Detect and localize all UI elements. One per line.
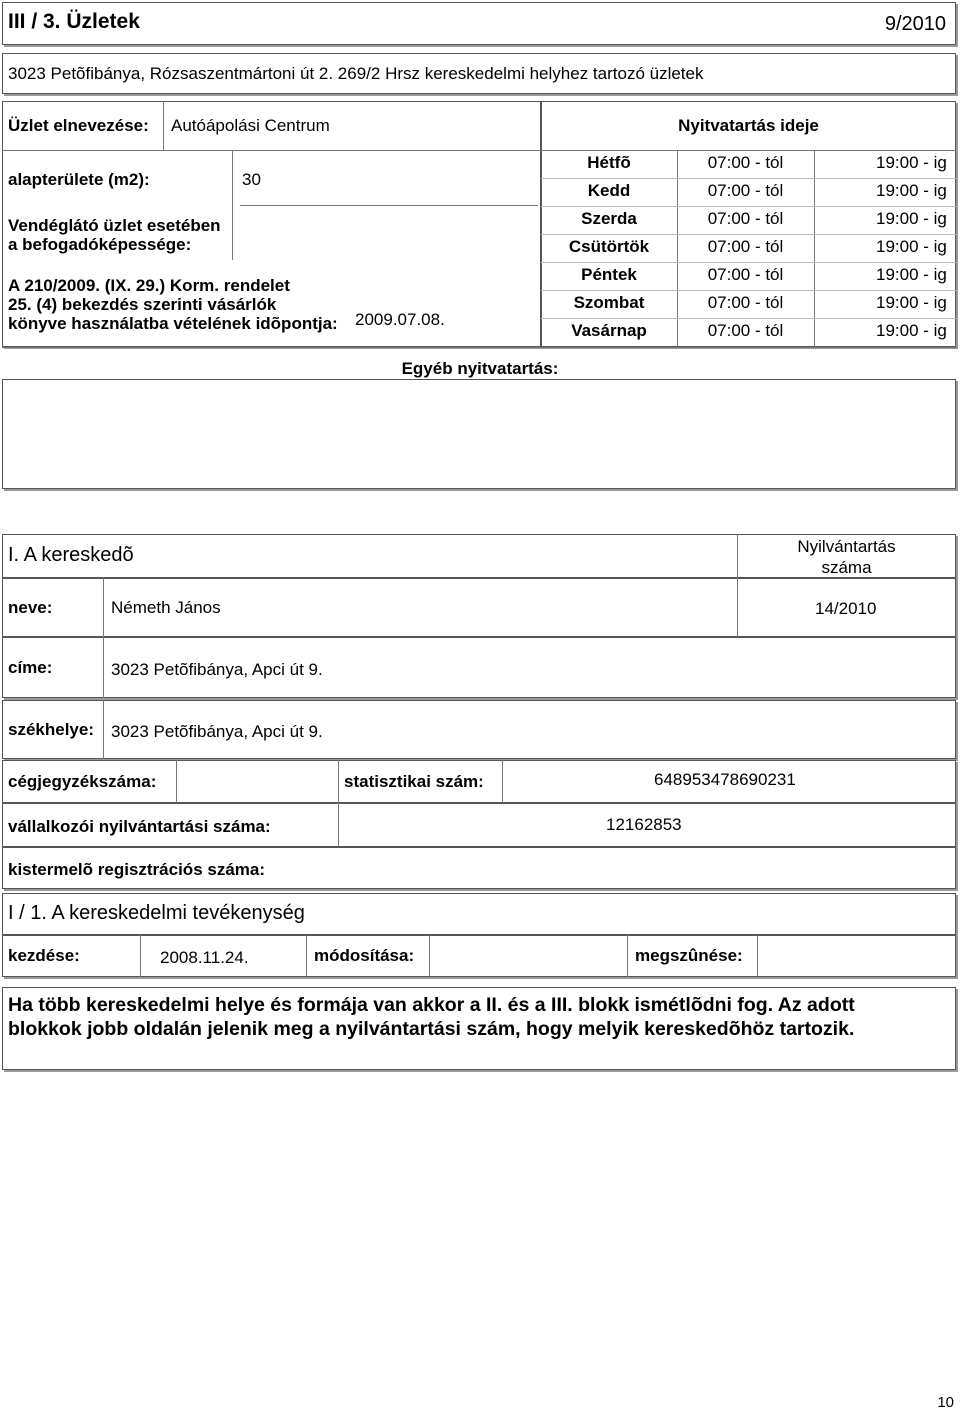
opening-row-divider [541, 262, 956, 263]
header-date: 9/2010 [884, 13, 946, 35]
trader-address-label: címe: [8, 658, 53, 677]
trader-seat-value: 3023 Petõfibánya, Apci út 9. [111, 722, 323, 741]
opening-day-name: Szombat [573, 293, 645, 312]
opening-row-divider [541, 318, 956, 319]
shop-name-value: Autóápolási Centrum [171, 116, 330, 135]
address-line: 3023 Petõfibánya, Rózsaszentmártoni út 2. 269/2 Hrsz kereskedelmi helyhez tartozó üzletek [8, 64, 704, 83]
trader-name-value: Németh János [111, 598, 221, 617]
company-reg-label: cégjegyzékszáma: [8, 772, 157, 791]
page-number: 10 [937, 1394, 954, 1411]
opening-day-name: Csütörtök [568, 237, 650, 256]
opening-to-time: 19:00 - ig [876, 209, 947, 228]
smallholder-label: kistermelõ regisztrációs száma: [8, 860, 266, 879]
decree-value: 2009.07.08. [355, 310, 445, 329]
other-opening-box [2, 379, 956, 489]
trader-reg-number: 14/2010 [815, 599, 877, 618]
opening-from-time: 07:00 - tól [707, 237, 784, 256]
opening-to-time: 19:00 - ig [876, 321, 947, 340]
activity-section-title: I / 1. A kereskedelmi tevékenység [8, 902, 305, 924]
opening-day-name: Vasárnap [571, 321, 647, 340]
capacity-label-line1: Vendéglátó üzlet esetében [8, 216, 221, 235]
area-value: 30 [242, 170, 261, 189]
stat-number-value: 648953478690231 [654, 770, 796, 789]
trader-section-title: I. A kereskedõ [8, 544, 134, 566]
opening-row-divider [541, 206, 956, 207]
trader-address-value: 3023 Petõfibánya, Apci út 9. [111, 660, 323, 679]
decree-label-line2: 25. (4) bekezdés szerinti vásárlók [8, 295, 277, 314]
opening-row-divider [541, 290, 956, 291]
opening-from-time: 07:00 - tól [707, 293, 784, 312]
note-text: Ha több kereskedelmi helye és formája van akkor a II. és a III. blokk ismétlõdni fog. Az adott blokkok jobb oldalán jelenik meg a nyilvántartási szám, hogy melyik kereskedõhöz tartozik. [8, 994, 855, 1040]
other-opening-label: Egyéb nyitvatartás: [401, 359, 559, 378]
trader-seat-label: székhelye: [8, 720, 94, 739]
opening-day-name: Péntek [581, 265, 637, 284]
opening-to-time: 19:00 - ig [876, 293, 947, 312]
area-label: alapterülete (m2): [8, 170, 150, 189]
decree-label-line3: könyve használatba vételének idõpontja: [8, 314, 338, 333]
stat-number-label: statisztikai szám: [344, 772, 484, 791]
opening-to-time: 19:00 - ig [876, 265, 947, 284]
entrepreneur-value: 12162853 [606, 815, 682, 834]
opening-to-time: 19:00 - ig [876, 237, 947, 256]
activity-dates-row [2, 935, 956, 977]
capacity-label-line2: a befogadóképessége: [8, 235, 192, 254]
opening-day-name: Kedd [587, 181, 631, 200]
reg-header-line1: Nyilvántartás [797, 537, 896, 556]
end-label: megszûnése: [635, 946, 743, 965]
opening-day-name: Szerda [581, 209, 637, 228]
header-bar [2, 2, 956, 45]
entrepreneur-label: vállalkozói nyilvántartási száma: [8, 817, 271, 836]
opening-from-time: 07:00 - tól [707, 153, 784, 172]
opening-from-time: 07:00 - tól [707, 209, 784, 228]
shop-name-label: Üzlet elnevezése: [8, 116, 149, 135]
opening-day-name: Hétfõ [587, 153, 631, 172]
decree-label-line1: A 210/2009. (IX. 29.) Korm. rendelet [8, 276, 290, 295]
page-title: III / 3. Üzletek [8, 10, 140, 33]
start-label: kezdése: [8, 946, 80, 965]
opening-row-divider [541, 234, 956, 235]
opening-from-time: 07:00 - tól [707, 321, 784, 340]
opening-to-time: 19:00 - ig [876, 181, 947, 200]
opening-from-time: 07:00 - tól [707, 181, 784, 200]
opening-to-time: 19:00 - ig [876, 153, 947, 172]
opening-row-divider [541, 178, 956, 179]
modified-label: módosítása: [314, 946, 415, 965]
start-value: 2008.11.24. [160, 948, 249, 967]
reg-header-line2: száma [821, 558, 872, 577]
opening-from-time: 07:00 - tól [707, 265, 784, 284]
trader-name-label: neve: [8, 598, 53, 617]
opening-hours-title: Nyitvatartás ideje [678, 116, 819, 135]
